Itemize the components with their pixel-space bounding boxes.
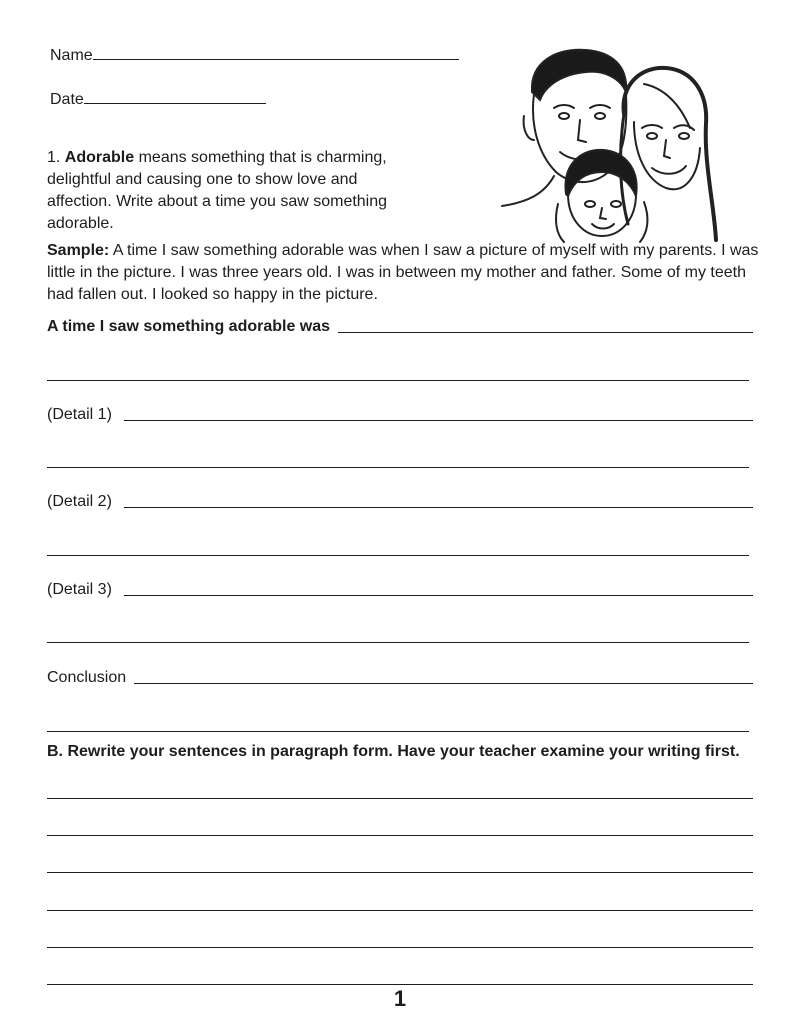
detail2-row[interactable] [47, 493, 753, 511]
detail2-label: (Detail 2) [47, 493, 112, 510]
conclusion-row[interactable] [47, 669, 753, 687]
opening-row[interactable] [47, 318, 753, 336]
question-definition: means something that is charming, delightful and causing one to show love and affection. Write about a time you saw something adorable. [47, 149, 388, 232]
sample-label: Sample: [47, 242, 110, 259]
date-input-line[interactable] [84, 103, 266, 104]
detail3-line[interactable] [124, 594, 753, 596]
detail1-row[interactable] [47, 406, 753, 424]
detail1-label: (Detail 1) [47, 406, 112, 423]
sample-text: A time I saw something adorable was when I saw a picture of myself with my parents. I was little in the picture. I was three years old. I was in between my mother and father. Some of my teeth had fallen out. I looked so happy in the picture. [47, 242, 759, 303]
date-field[interactable] [50, 91, 266, 109]
opening-line[interactable] [338, 331, 753, 333]
sample-paragraph [47, 240, 759, 306]
writing-line[interactable] [47, 380, 749, 381]
paragraph-line[interactable] [47, 910, 753, 911]
detail3-label: (Detail 3) [47, 581, 112, 598]
detail2-line[interactable] [124, 506, 753, 508]
name-label: Name [50, 47, 93, 64]
paragraph-line[interactable] [47, 872, 753, 873]
conclusion-line[interactable] [134, 682, 753, 684]
family-portrait-icon [494, 44, 724, 244]
question-1 [47, 147, 417, 235]
detail1-line[interactable] [124, 419, 753, 421]
date-label: Date [50, 91, 84, 108]
paragraph-line[interactable] [47, 947, 753, 948]
writing-line[interactable] [47, 555, 749, 556]
opening-prompt: A time I saw something adorable was [47, 318, 331, 335]
name-field[interactable] [50, 47, 459, 65]
writing-line[interactable] [47, 467, 749, 468]
writing-line[interactable] [47, 731, 749, 732]
writing-line[interactable] [47, 642, 749, 643]
detail3-row[interactable] [47, 581, 753, 599]
question-word: Adorable [64, 149, 135, 166]
question-number: 1. [47, 149, 61, 166]
conclusion-label: Conclusion [47, 669, 127, 686]
section-b-instruction: B. Rewrite your sentences in paragraph form. Have your teacher examine your writing first. [47, 743, 740, 760]
paragraph-line[interactable] [47, 835, 753, 836]
paragraph-line[interactable] [47, 798, 753, 799]
paragraph-line[interactable] [47, 984, 753, 985]
page-number: 1 [393, 986, 407, 1011]
name-input-line[interactable] [93, 59, 459, 60]
